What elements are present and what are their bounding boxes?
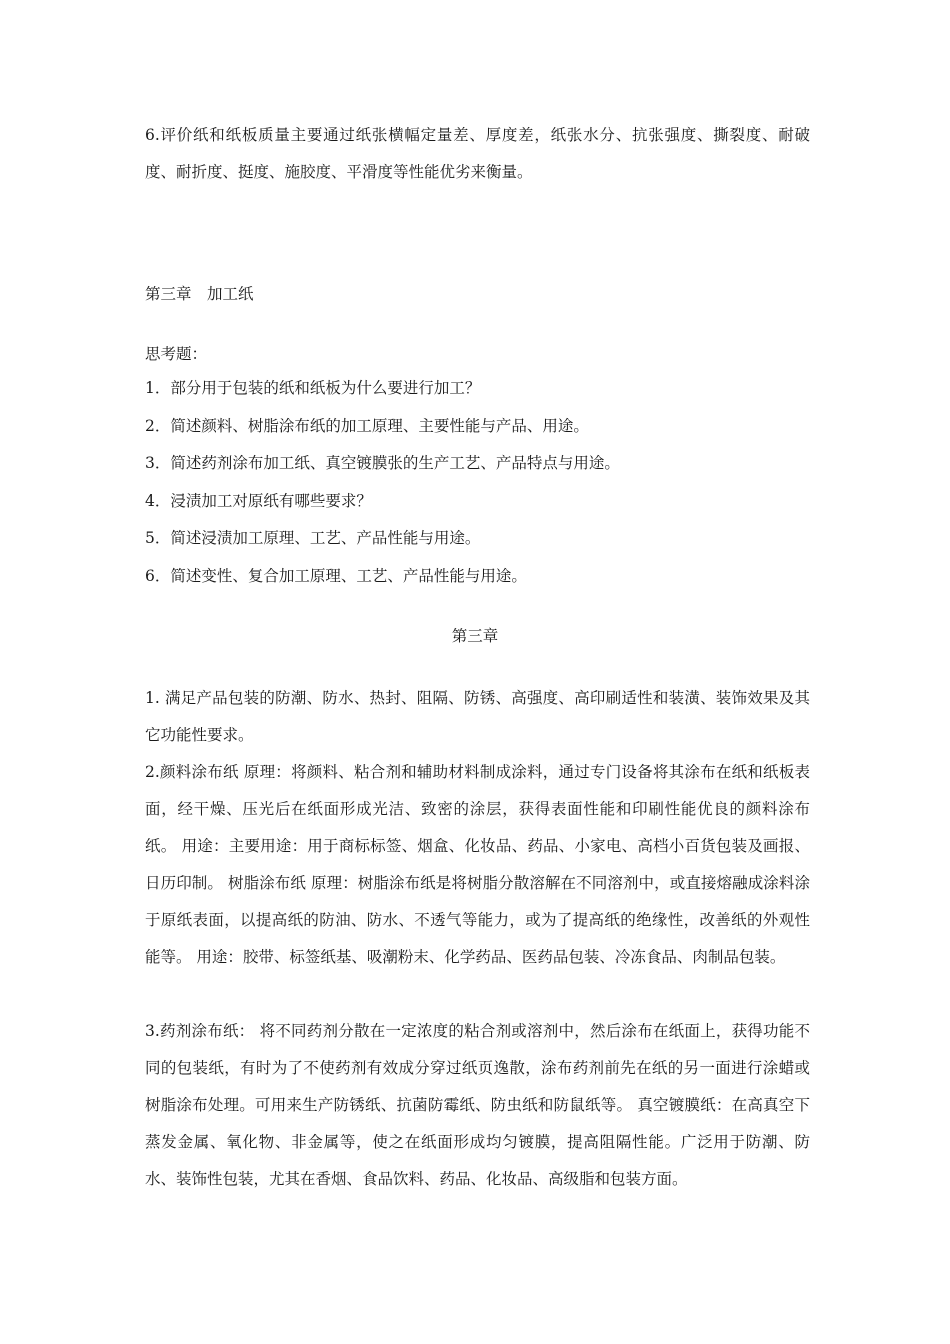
question-5: 5．简述浸渍加工原理、工艺、产品性能与用途。 — [145, 529, 481, 547]
questions-label: 思考题： — [145, 345, 208, 363]
question-6: 6．简述变性、复合加工原理、工艺、产品性能与用途。 — [145, 567, 527, 585]
answer-item-6-prev-chapter: 6.评价纸和纸板质量主要通过纸张横幅定量差、厚度差，纸张水分、抗张强度、撕裂度、耐破度、耐折度、挺度、施胶度、平滑度等性能优劣来衡量。 — [145, 126, 810, 181]
answer-3: 3.药剂涂布纸： 将不同药剂分散在一定浓度的粘合剂或溶剂中，然后涂布在纸面上，获得功能不同的包装纸，有时为了不使药剂有效成分穿过纸页逸散，涂布药剂前先在纸的另一面进行涂蜡或树脂涂布处理。可用来生产防锈纸、抗菌防霉纸、防虫纸和防鼠纸等。 真空镀膜纸：在高真空下蒸发金属、氧化物、非金属等，使之在纸面形成均匀镀膜，提高阻隔性能。广泛用于防潮、防水、装饰性包装，尤其在香烟、食品饮料、药品、化妆品、高级脂和包装方面。 — [145, 1022, 810, 1188]
question-4: 4．浸渍加工对原纸有哪些要求？ — [145, 492, 372, 510]
answers-heading: 第三章 — [451, 627, 499, 645]
question-3: 3．简述药剂涂布加工纸、真空镀膜张的生产工艺、产品特点与用途。 — [145, 454, 620, 472]
question-1: 1．部分用于包装的纸和纸板为什么要进行加工？ — [145, 379, 481, 397]
question-2: 2．简述颜料、树脂涂布纸的加工原理、主要性能与产品、用途。 — [145, 417, 589, 435]
chapter-title: 第三章 加工纸 — [145, 285, 254, 303]
answer-1: 1. 满足产品包装的防潮、防水、热封、阻隔、防锈、高强度、高印刷适性和装潢、装饰效果及其它功能性要求。 — [145, 689, 810, 744]
answer-2: 2.颜料涂布纸 原理：将颜料、粘合剂和辅助材料制成涂料，通过专门设备将其涂布在纸和纸板表面，经干燥、压光后在纸面形成光洁、致密的涂层，获得表面性能和印刷性能优良的颜料涂布纸。 用途：主要用途：用于商标标签、烟盒、化妆品、药品、小家电、高档小百货包装及画报、日历印制。 树脂涂布纸 原理：树脂涂布纸是将树脂分散溶解在不同溶剂中，或直接熔融成涂料涂于原纸表面，以提高纸的防油、防水、不透气等能力，或为了提高纸的绝缘性，改善纸的外观性能等。 用途：胶带、标签纸基、吸潮粉末、化学药品、医药品包装、冷冻食品、肉制品包装。 — [145, 763, 810, 966]
